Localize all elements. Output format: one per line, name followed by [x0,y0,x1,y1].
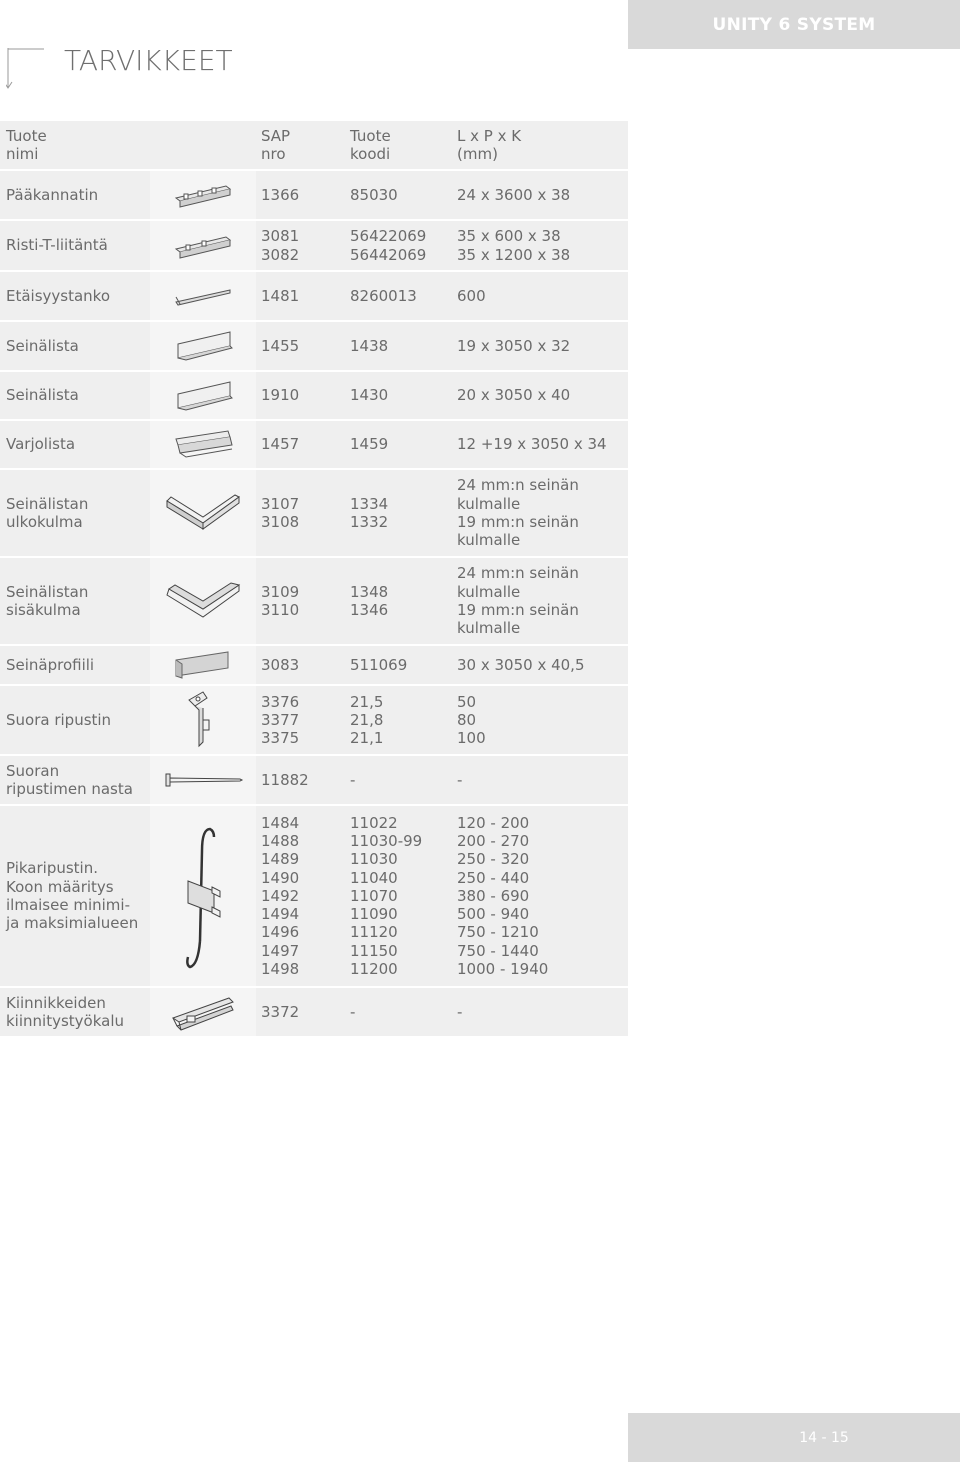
straight-hanger-icon [183,690,223,750]
product-code: 85030 [350,185,398,204]
sap-number: 1455 [261,336,300,355]
table-row [0,221,628,272]
table-row [0,988,628,1038]
dimensions: 24 mm:n seinän kulmalle 19 mm:n seinän kulmalle [457,564,579,638]
product-name: Seinälista [6,386,79,405]
dimensions: 24 mm:n seinän kulmalle 19 mm:n seinän kulmalle [457,476,579,550]
table-row [0,421,628,470]
sap-number: 1484 1488 1489 1490 1492 1494 1496 1497 1498 [261,813,300,979]
outer-corner-icon [165,493,241,533]
product-name: Risti-T-liitäntä [6,236,108,255]
product-name: Kiinnikkeiden kiinnitystyökalu [6,993,125,1030]
brand-name: UNITY 6 SYSTEM [712,14,876,35]
column-header-image [150,121,256,169]
column-header-sap: SAP nro [261,126,291,163]
wall-angle-icon [172,380,234,412]
product-code: 1348 1346 [350,582,389,619]
main-runner-icon [172,180,234,210]
brand-box [628,0,960,49]
column-header-dimensions: L x P x K (mm) [457,126,522,163]
dimensions: - [457,770,463,789]
product-name: Seinälistan sisäkulma [6,582,89,619]
wall-profile-icon [172,650,234,680]
hanger-nail-icon [162,770,244,790]
product-image [150,756,256,804]
product-image [150,272,256,320]
column-header-code: Tuote koodi [350,126,391,163]
quick-hanger-icon [178,821,228,971]
shadow-molding-icon [172,429,234,461]
product-name: Etäisyystanko [6,286,111,305]
product-table [0,121,628,1038]
dimensions: 600 [457,286,486,305]
table-row [0,558,628,646]
sap-number: 3107 3108 [261,494,300,531]
sap-number: 3083 [261,655,300,674]
product-code: 1438 [350,336,389,355]
dimensions: 50 80 100 [457,692,486,748]
table-row [0,806,628,988]
sap-number: 3372 [261,1002,300,1021]
wall-angle-icon [172,330,234,362]
product-image [150,470,256,556]
product-code: 1334 1332 [350,494,389,531]
dimensions: 30 x 3050 x 40,5 [457,655,585,674]
product-name: Seinäprofiili [6,655,95,674]
dimensions: 35 x 600 x 38 35 x 1200 x 38 [457,227,571,264]
dimensions: 24 x 3600 x 38 [457,185,571,204]
sap-number: 3081 3082 [261,227,300,264]
table-row [0,171,628,221]
product-image [150,221,256,270]
footer-box [628,1413,960,1462]
product-image [150,421,256,468]
product-image [150,171,256,219]
product-code: 1430 [350,386,389,405]
table-row [0,470,628,558]
table-row [0,272,628,322]
page-number: 14 - 15 [799,1429,849,1446]
product-name: Varjolista [6,435,76,454]
spacer-bar-icon [172,285,234,307]
product-name: Suora ripustin [6,710,112,729]
product-name: Suoran ripustimen nasta [6,761,133,798]
dimensions: 20 x 3050 x 40 [457,386,571,405]
sap-number: 1910 [261,386,300,405]
dimensions: 19 x 3050 x 32 [457,336,571,355]
product-code: 8260013 [350,286,417,305]
column-header-name: Tuote nimi [6,126,47,163]
product-name: Pääkannatin [6,185,99,204]
cross-tee-icon [172,231,234,261]
table-row [0,686,628,756]
sap-number: 3109 3110 [261,582,300,619]
product-code: - [350,770,356,789]
table-header-row [0,121,628,171]
product-image [150,322,256,370]
dimensions: - [457,1002,463,1021]
product-name: Seinälistan ulkokulma [6,494,89,531]
product-image [150,558,256,644]
table-row [0,322,628,372]
inner-corner-icon [165,581,241,621]
product-code: 11022 11030-99 11030 11040 11070 11090 11120 11150 11200 [350,813,423,979]
table-row [0,372,628,421]
product-code: 56422069 56442069 [350,227,427,264]
corner-arrow-icon [6,48,46,90]
page-title: TARVIKKEET [64,44,233,77]
product-image [150,806,256,986]
sap-number: 1366 [261,185,300,204]
product-image [150,686,256,754]
table-row [0,646,628,686]
product-name: Pikaripustin. Koon määritys ilmaisee minimi- ja maksimialueen [6,859,139,933]
product-code: - [350,1002,356,1021]
sap-number: 1457 [261,435,300,454]
dimensions: 120 - 200 200 - 270 250 - 320 250 - 440 380 - 690 500 - 940 750 - 1210 750 - 1440 1000 - 1940 [457,813,549,979]
product-name: Seinälista [6,336,79,355]
table-row [0,756,628,806]
product-code: 511069 [350,655,408,674]
sap-number: 11882 [261,770,309,789]
product-image [150,988,256,1036]
sap-number: 1481 [261,286,300,305]
product-image [150,646,256,684]
product-code: 21,5 21,8 21,1 [350,692,384,748]
product-image [150,372,256,419]
product-code: 1459 [350,435,389,454]
fastening-tool-icon [169,992,237,1032]
dimensions: 12 +19 x 3050 x 34 [457,435,607,454]
sap-number: 3376 3377 3375 [261,692,300,748]
